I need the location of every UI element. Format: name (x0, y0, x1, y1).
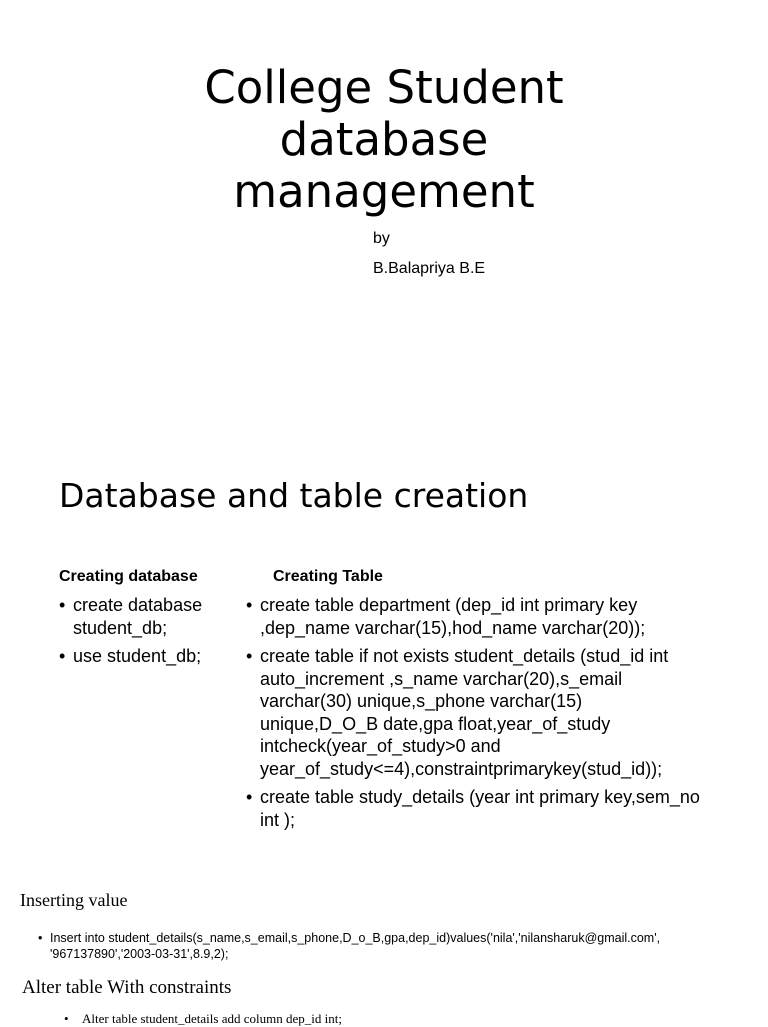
title-line: College Student (204, 61, 564, 114)
byline-label: by (373, 230, 390, 247)
bullet-icon: • (246, 595, 253, 615)
bullet-icon: • (59, 646, 66, 666)
database-commands-list (59, 594, 243, 674)
list-item (59, 594, 243, 639)
bullet-icon: • (246, 646, 253, 666)
bullet-icon: • (38, 931, 43, 945)
list-item-text: Alter table student_details add column dep_id int; (82, 1011, 342, 1026)
list-item (59, 645, 243, 668)
list-item-text: use student_db; (73, 646, 202, 666)
table-commands-list (246, 594, 700, 837)
list-item-text: Insert into student_details(s_name,s_email,s_phone,D_o_B,gpa,dep_id)values('nila','nilansharuk@gmail.com', '967137890','2003-03-31',8.9,2); (50, 931, 661, 961)
alter-table-heading: Alter table With constraints (22, 977, 232, 998)
creating-table-heading: Creating Table (273, 568, 383, 585)
bullet-icon: • (59, 595, 66, 615)
list-item (38, 930, 740, 962)
inserting-value-heading: Inserting value (20, 890, 128, 910)
list-item (64, 1011, 722, 1027)
list-item (246, 645, 700, 780)
list-item (246, 786, 700, 831)
alter-commands-list (64, 1011, 722, 1027)
list-item-text: create table department (dep_id int primary key ,dep_name varchar(15),hod_name varchar(20)); (260, 595, 646, 638)
title-line: management (233, 165, 535, 218)
presentation-title (0, 62, 768, 218)
list-item-text: create table if not exists student_details (stud_id int auto_increment ,s_name varchar(20),s_email varchar(30) unique,s_phone varchar(15) unique,D_O_B date,gpa float,year_of_study intcheck(year_of_study>0 and year_of_study<=4),constraintprimarykey(stud_id)); (260, 646, 669, 779)
list-item-text: create table study_details (year int primary key,sem_no int ); (260, 787, 700, 830)
list-item-text: create database student_db; (73, 595, 203, 638)
creating-database-heading: Creating database (59, 568, 198, 585)
bullet-icon: • (64, 1011, 69, 1026)
author-name: B.Balapriya B.E (373, 260, 486, 277)
bullet-icon: • (246, 787, 253, 807)
list-item (246, 594, 700, 639)
section-title: Database and table creation (59, 476, 529, 515)
insert-commands-list (38, 930, 740, 962)
title-line: database (279, 113, 489, 166)
